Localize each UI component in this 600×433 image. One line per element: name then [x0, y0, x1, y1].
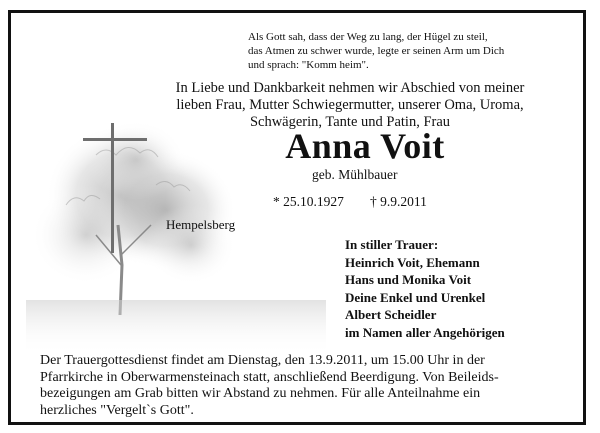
- intro-line-2: lieben Frau, Mutter Schwiegermutter, unserer Oma, Uroma,: [176, 97, 524, 113]
- birth-date: * 25.10.1927: [273, 194, 344, 209]
- service-line-1: Der Trauergottesdienst findet am Dienstag, den 13.9.2011, um 15.00 Uhr in der: [40, 353, 485, 368]
- service-line-3: bezeigungen am Grab bitten wir Abstand zu nehmen. Für alle Anteilnahme ein: [40, 386, 481, 401]
- intro-line-1: In Liebe und Dankbarkeit nehmen wir Abschied von meiner: [175, 80, 525, 96]
- mourner-line: Heinrich Voit, Ehemann: [345, 254, 480, 270]
- mourner-line: im Namen aller Angehörigen: [345, 324, 505, 340]
- quote-line-2: das Atmen zu schwer wurde, legte er seinen Arm um Dich: [248, 45, 505, 57]
- service-info: [40, 353, 560, 419]
- quote-block: [248, 30, 548, 72]
- mourner-line: Albert Scheidler: [345, 307, 437, 322]
- tree-foliage: [31, 120, 236, 285]
- mourners-heading: In stiller Trauer:: [345, 237, 439, 252]
- quote-line-1: Als Gott sah, dass der Weg zu lang, der Hügel zu steil,: [248, 31, 488, 43]
- intro-block: [150, 80, 550, 131]
- place-name: Hempelsberg: [166, 217, 236, 232]
- mourners-block: [345, 236, 505, 341]
- maiden-name: geb. Mühlbauer: [312, 167, 398, 182]
- quote-line-3: und sprach: "Komm heim".: [248, 59, 369, 71]
- death-date: † 9.9.2011: [370, 194, 427, 209]
- service-line-4: herzliches "Vergelt`s Gott".: [40, 402, 194, 418]
- intro-line-3: Schwägerin, Tante und Patin, Frau: [249, 114, 451, 130]
- mourner-line: Hans und Monika Voit: [345, 272, 472, 287]
- deceased-name: Anna Voit: [285, 126, 445, 166]
- mourner-line: Deine Enkel und Urenkel: [345, 289, 486, 305]
- service-line-2: Pfarrkirche in Oberwarmensteinach statt, anschließend Beerdigung. Von Beileids-: [40, 369, 499, 385]
- ground-shade: [26, 300, 326, 355]
